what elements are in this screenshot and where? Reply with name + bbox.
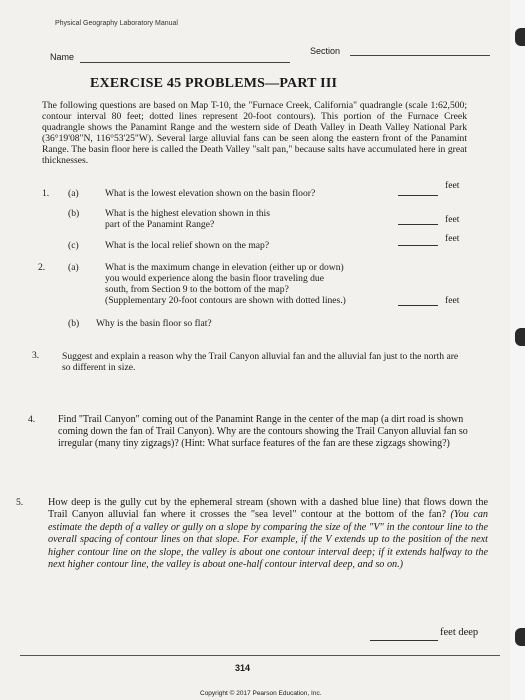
name-field-line[interactable] [80,62,290,63]
answer-1a-unit: feet [445,180,460,191]
question-5-body [48,497,488,571]
answer-1c-unit: feet [445,233,460,244]
bottom-divider [20,655,500,656]
copyright-notice: Copyright © 2017 Pearson Education, Inc. [200,690,322,697]
question-2b-label: (b) [68,318,80,329]
question-1a-label: (a) [68,188,79,199]
question-1c-label: (c) [68,240,79,251]
question-2a-text-4: (Supplementary 20-foot contours are shown with dotted lines.) [105,295,346,306]
question-2a-label: (a) [68,262,79,273]
question-2a-text-1: What is the maximum change in elevation (either up or down) [105,262,344,273]
answer-1a-blank[interactable] [398,195,438,196]
question-2-number: 2. [38,262,46,273]
question-1b-label: (b) [68,208,80,219]
answer-5-unit: feet deep [440,627,479,638]
name-label: Name [50,52,75,62]
question-2a-text-3: south, from Section 9 to the bottom of the map? [105,284,289,295]
question-1b-text-2: part of the Panamint Range? [105,219,215,230]
punch-hole [515,28,525,46]
answer-2a-unit: feet [445,295,460,306]
question-1c-text: What is the local relief shown on the map? [105,240,270,251]
intro-paragraph: The following questions are based on Map T-10, the "Furnace Creek, California" quadrangle (scale 1:62,500; contour interval 80 feet; dotted lines represent 20-foot contours). This portion of the Furnace Creek quadrangle shows the Panamint Range and the western side of Death Valley in Death Valley National Park (36°19'08"N, 116°53'25"W). Several large alluvial fans can be seen along the eastern front of the Panamint Range. The basin floor here is called the Death Valley "salt pan," because salts have accumulated here in great thicknesses. [42,100,467,166]
question-3-number: 3. [32,350,40,361]
punch-hole [515,328,525,346]
exercise-title: EXERCISE 45 PROBLEMS—PART III [90,76,338,91]
question-3-text: Suggest and explain a reason why the Trail Canyon alluvial fan and the alluvial fan just to the north are so different in size. [62,351,459,374]
question-5-text: How deep is the gully cut by the ephemeral stream (shown with a dashed blue line) that flows down the Trail Canyon alluvial fan where it crosses the "sea level" contour at the bottom of the fan? [48,497,488,521]
question-5-hint: (You can estimate the depth of a valley or gully on a slope by comparing the size of the "V" in the contour line to the overall spacing of contour lines on that slope. For example, if the V extends up to the position of the next higher contour line on the slope, the valley is about one contour interval deep; if it extends halfway to the next higher contour line, the valley is about one-half contour interval deep, and so on.) [48,509,489,571]
answer-1c-blank[interactable] [398,245,438,246]
answer-1b-unit: feet [445,214,460,225]
answer-5-blank[interactable] [370,640,438,641]
section-label: Section [310,46,341,56]
answer-1b-blank[interactable] [398,224,438,225]
manual-title: Physical Geography Laboratory Manual [55,20,178,27]
page-number: 314 [235,663,251,673]
question-4-number: 4. [28,414,36,425]
question-1-number: 1. [42,188,50,199]
punch-hole [515,628,525,646]
question-5-number: 5. [16,497,24,508]
answer-2a-blank[interactable] [398,305,438,306]
binder-edge [510,0,525,700]
question-4-text: Find "Trail Canyon" coming out of the Panamint Range in the center of the map (a dirt road is shown coming down the fan of Trail Canyon). Why are the contours showing the Trail Canyon alluvial fan so irregular (many tiny zigzags)? (Hint: What surface features of the fan are these zigzags showing?) [58,414,468,449]
question-1b-text-1: What is the highest elevation shown in this [105,208,270,219]
question-2b-text: Why is the basin floor so flat? [96,318,212,329]
section-field-line[interactable] [350,55,490,56]
question-2a-text-2: you would experience along the basin floor traveling due [105,273,324,284]
question-1a-text: What is the lowest elevation shown on the basin floor? [105,188,316,199]
